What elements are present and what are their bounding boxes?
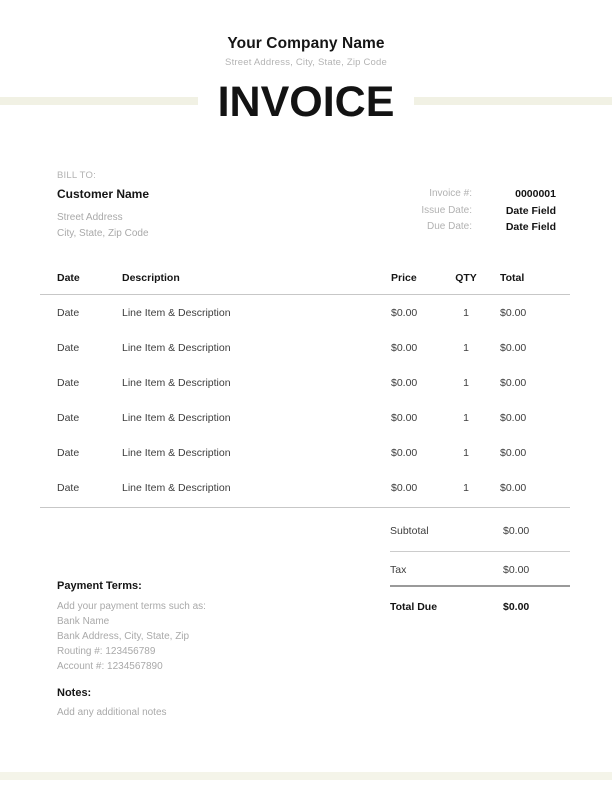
payment-terms-line: Account #: 1234567890 <box>57 661 163 672</box>
company-header <box>0 35 612 68</box>
row-description: Line Item & Description <box>122 306 231 319</box>
customer-name: Customer Name <box>57 187 150 201</box>
row-qty: 1 <box>463 481 469 494</box>
subtotal-value: $0.00 <box>503 525 530 537</box>
invoice-meta <box>421 188 556 233</box>
col-header-price: Price <box>391 272 417 284</box>
row-description: Line Item & Description <box>122 376 231 389</box>
customer-address-line1: Street Address <box>57 212 123 223</box>
issue-date-value: Date Field <box>505 204 556 217</box>
col-header-qty: QTY <box>455 272 477 284</box>
table-header-row <box>40 272 570 295</box>
total-due-row <box>390 587 570 613</box>
payment-terms-lines <box>57 599 357 674</box>
row-total: $0.00 <box>500 411 527 424</box>
row-price: $0.00 <box>391 446 418 459</box>
col-header-total: Total <box>500 272 525 284</box>
payment-terms-heading: Payment Terms: <box>57 580 142 592</box>
row-price: $0.00 <box>391 376 418 389</box>
row-total: $0.00 <box>500 481 527 494</box>
bill-to-label: BILL TO: <box>57 170 96 181</box>
row-qty: 1 <box>463 341 469 354</box>
row-price: $0.00 <box>391 306 418 319</box>
customer-address <box>57 210 149 241</box>
row-qty: 1 <box>463 306 469 319</box>
table-row <box>40 330 570 365</box>
invoice-title-band <box>0 80 612 124</box>
payment-terms-section <box>57 580 357 718</box>
row-qty: 1 <box>463 411 469 424</box>
row-date: Date <box>57 306 80 319</box>
row-qty: 1 <box>463 376 469 389</box>
issue-date-label: Issue Date: <box>421 204 472 216</box>
table-row <box>40 295 570 330</box>
payment-terms-line: Add your payment terms such as: <box>57 601 206 612</box>
row-date: Date <box>57 411 80 424</box>
due-date-value: Date Field <box>505 221 556 233</box>
invoice-title: INVOICE <box>198 80 415 124</box>
payment-terms-line: Routing #: 123456789 <box>57 646 156 657</box>
customer-address-line2: City, State, Zip Code <box>57 227 149 239</box>
row-date: Date <box>57 376 80 389</box>
col-header-description: Description <box>122 272 180 284</box>
company-address: Street Address, City, State, Zip Code <box>225 57 387 68</box>
invoice-number-value: 0000001 <box>515 188 556 200</box>
notes-line: Add any additional notes <box>57 707 167 718</box>
tax-row <box>390 552 570 587</box>
row-total: $0.00 <box>500 446 527 459</box>
bill-to-section <box>57 170 149 241</box>
row-qty: 1 <box>463 446 469 459</box>
table-row <box>40 365 570 400</box>
table-row <box>40 470 570 505</box>
total-due-value: $0.00 <box>503 601 530 613</box>
row-price: $0.00 <box>391 411 418 424</box>
row-date: Date <box>57 341 80 354</box>
tax-label: Tax <box>390 564 407 576</box>
row-price: $0.00 <box>391 481 418 494</box>
row-description: Line Item & Description <box>122 411 231 424</box>
tax-value: $0.00 <box>503 564 530 576</box>
row-total: $0.00 <box>500 376 527 389</box>
row-description: Line Item & Description <box>122 481 231 494</box>
row-date: Date <box>57 446 80 459</box>
footer-band-stripe <box>0 772 612 780</box>
row-description: Line Item & Description <box>122 341 231 354</box>
subtotal-row <box>390 508 570 552</box>
row-total: $0.00 <box>500 306 527 319</box>
col-header-date: Date <box>57 272 80 284</box>
payment-terms-line: Bank Name <box>57 616 110 627</box>
notes-heading: Notes: <box>57 687 92 699</box>
table-row <box>40 435 570 470</box>
subtotal-label: Subtotal <box>390 525 429 537</box>
row-date: Date <box>57 481 80 494</box>
company-name: Your Company Name <box>227 35 385 52</box>
row-price: $0.00 <box>391 341 418 354</box>
row-total: $0.00 <box>500 341 527 354</box>
totals-summary <box>390 508 570 613</box>
invoice-number-label: Invoice #: <box>429 188 472 199</box>
row-description: Line Item & Description <box>122 446 231 459</box>
total-due-label: Total Due <box>390 601 438 613</box>
table-row <box>40 400 570 435</box>
payment-terms-line: Bank Address, City, State, Zip <box>57 631 190 642</box>
due-date-label: Due Date: <box>426 221 472 232</box>
line-items-table <box>40 272 570 508</box>
